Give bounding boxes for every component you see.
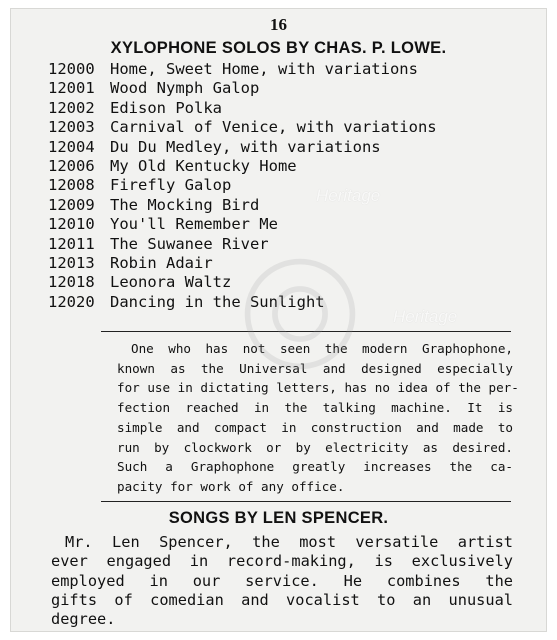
watermark-text: Heritage	[316, 186, 381, 205]
record-item	[48, 215, 518, 234]
page-number: 16	[270, 15, 287, 34]
catalog-page	[10, 8, 547, 632]
note-line: pacity for work of any office.	[117, 478, 345, 494]
record-item	[48, 196, 518, 215]
record-item	[48, 176, 518, 195]
record-title: Du Du Medley, with variations	[110, 137, 381, 156]
record-title: You'll Remember Me	[110, 215, 278, 234]
record-item	[48, 79, 518, 98]
record-title: The Suwanee River	[110, 234, 269, 253]
note-line: run by clockwork or by electricity as desired.	[117, 439, 513, 455]
record-title: Firefly Galop	[110, 176, 232, 195]
note-line: known as the Universal and designed especially	[117, 360, 513, 376]
record-number: 12003	[48, 118, 95, 137]
record-number: 12009	[48, 195, 95, 214]
record-number: 12002	[48, 98, 95, 117]
record-title: My Old Kentucky Home	[110, 156, 297, 175]
record-number: 12006	[48, 156, 95, 175]
record-item	[48, 157, 518, 176]
record-item	[48, 138, 518, 157]
record-item	[48, 235, 518, 254]
record-title: Robin Adair	[110, 253, 213, 272]
watermark-text: Heritage	[393, 307, 458, 326]
record-title: Carnival of Venice, with variations	[110, 118, 437, 137]
paragraph-line: gifts of comedian and vocalist to an unusual	[51, 590, 513, 609]
note-line: Such a Graphophone greatly increases the ca-	[117, 459, 513, 475]
record-number: 12020	[48, 292, 95, 311]
record-number: 12011	[48, 234, 95, 253]
paragraph-line: ever engaged in record-making, is exclusively	[51, 552, 513, 571]
record-title: Home, Sweet Home, with variations	[110, 60, 418, 78]
paragraph-line: degree.	[51, 610, 116, 629]
record-number: 12013	[48, 253, 95, 272]
record-title: Edison Polka	[110, 98, 222, 117]
record-item	[48, 60, 518, 79]
record-number: 12000	[48, 60, 95, 78]
note-line: simple and compact in construction and made to	[117, 419, 513, 435]
record-number: 12010	[48, 215, 95, 234]
section-title-xylophone: XYLOPHONE SOLOS BY CHAS. P. LOWE.	[110, 39, 447, 57]
record-number: 12001	[48, 79, 95, 98]
note-line: for use in dictating letters, has no idea of the per-	[117, 380, 519, 396]
paragraph-line: employed in our service. He combines the	[51, 571, 513, 590]
record-number: 12018	[48, 273, 95, 292]
record-title: Leonora Waltz	[110, 273, 232, 292]
record-item	[48, 118, 518, 137]
record-title: Dancing in the Sunlight	[110, 292, 325, 311]
note-line: One who has not seen the modern Graphophone,	[131, 341, 513, 356]
record-title: The Mocking Bird	[110, 195, 260, 214]
divider-rule	[101, 501, 511, 502]
record-title: Wood Nymph Galop	[110, 79, 260, 98]
spencer-paragraph	[51, 533, 513, 629]
note-line: fection reached in the talking machine. It is	[117, 400, 513, 416]
heritage-watermark-icon	[243, 257, 357, 371]
record-number: 12008	[48, 176, 95, 195]
section-title-spencer: SONGS BY LEN SPENCER.	[168, 509, 389, 527]
record-item	[48, 99, 518, 118]
paragraph-line: Mr. Len Spencer, the most versatile artist	[65, 533, 513, 551]
record-number: 12004	[48, 137, 95, 156]
